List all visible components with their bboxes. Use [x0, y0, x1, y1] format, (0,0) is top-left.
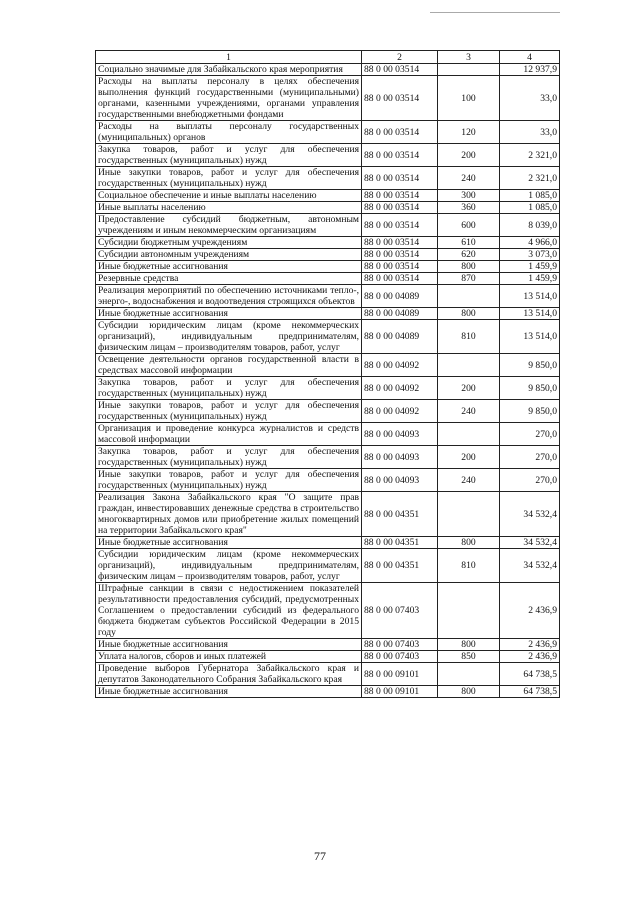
cell-code: 88 0 00 03514 [362, 202, 438, 214]
cell-amount: 8 039,0 [500, 214, 560, 237]
cell-expense-type [438, 423, 500, 446]
table-row [96, 663, 560, 686]
cell-code: 88 0 00 07403 [362, 639, 438, 651]
cell-amount: 270,0 [500, 469, 560, 492]
cell-code: 88 0 00 09101 [362, 663, 438, 686]
table-row [96, 320, 560, 354]
cell-code: 88 0 00 03514 [362, 167, 438, 190]
cell-code: 88 0 00 03514 [362, 237, 438, 249]
cell-amount: 270,0 [500, 423, 560, 446]
cell-expense-type: 200 [438, 446, 500, 469]
cell-amount: 1 085,0 [500, 190, 560, 202]
cell-amount: 1 459,9 [500, 273, 560, 285]
cell-amount: 2 436,9 [500, 639, 560, 651]
cell-code: 88 0 00 03514 [362, 64, 438, 76]
cell-name: Закупка товаров, работ и услуг для обеспечения государственных (муниципальных) нужд [96, 446, 362, 469]
cell-code: 88 0 00 03514 [362, 76, 438, 121]
cell-amount: 2 436,9 [500, 583, 560, 639]
table-row [96, 285, 560, 308]
table-row [96, 64, 560, 76]
cell-amount: 64 738,5 [500, 663, 560, 686]
cell-expense-type: 360 [438, 202, 500, 214]
cell-amount: 9 850,0 [500, 354, 560, 377]
table-row [96, 261, 560, 273]
table-row [96, 686, 560, 698]
table-row [96, 202, 560, 214]
cell-code: 88 0 00 03514 [362, 214, 438, 237]
cell-code: 88 0 00 03514 [362, 273, 438, 285]
cell-name: Иные бюджетные ассигнования [96, 537, 362, 549]
cell-name: Штрафные санкции в связи с недостижением показателей результативности предоставления субсидий, предусмотренных Соглашением о предоставлении субсидий из федерального бюджета бюджетам субъектов Российской Федерации в 2015 году [96, 583, 362, 639]
cell-expense-type: 600 [438, 214, 500, 237]
cell-name: Резервные средства [96, 273, 362, 285]
cell-code: 88 0 00 04089 [362, 308, 438, 320]
cell-expense-type: 200 [438, 144, 500, 167]
table-row [96, 469, 560, 492]
cell-expense-type [438, 64, 500, 76]
cell-code: 88 0 00 04092 [362, 354, 438, 377]
cell-expense-type [438, 354, 500, 377]
table-row [96, 537, 560, 549]
cell-name: Иные бюджетные ассигнования [96, 308, 362, 320]
table-row [96, 400, 560, 423]
top-rule [430, 12, 560, 13]
cell-name: Иные бюджетные ассигнования [96, 261, 362, 273]
cell-amount: 1 459,9 [500, 261, 560, 273]
header-col-1: 1 [96, 51, 362, 64]
cell-amount: 33,0 [500, 76, 560, 121]
cell-expense-type: 800 [438, 686, 500, 698]
cell-amount: 13 514,0 [500, 285, 560, 308]
cell-code: 88 0 00 04093 [362, 469, 438, 492]
cell-name: Освещение деятельности органов государственной власти в средствах массовой информации [96, 354, 362, 377]
table-row [96, 76, 560, 121]
table-row [96, 549, 560, 583]
cell-name: Субсидии бюджетным учреждениям [96, 237, 362, 249]
cell-name: Организация и проведение конкурса журналистов и средств массовой информации [96, 423, 362, 446]
table-row [96, 121, 560, 144]
cell-expense-type: 800 [438, 308, 500, 320]
cell-code: 88 0 00 03514 [362, 249, 438, 261]
cell-name: Закупка товаров, работ и услуг для обеспечения государственных (муниципальных) нужд [96, 377, 362, 400]
header-col-3: 3 [438, 51, 500, 64]
page-number: 77 [314, 849, 326, 863]
cell-amount: 9 850,0 [500, 377, 560, 400]
table-row [96, 144, 560, 167]
cell-amount: 2 321,0 [500, 167, 560, 190]
table-row [96, 377, 560, 400]
cell-amount: 4 966,0 [500, 237, 560, 249]
cell-code: 88 0 00 04351 [362, 549, 438, 583]
table-row [96, 190, 560, 202]
cell-code: 88 0 00 04092 [362, 377, 438, 400]
cell-name: Субсидии автономным учреждениям [96, 249, 362, 261]
cell-name: Иные бюджетные ассигнования [96, 639, 362, 651]
cell-code: 88 0 00 04089 [362, 320, 438, 354]
cell-amount: 34 532,4 [500, 549, 560, 583]
header-col-4: 4 [500, 51, 560, 64]
cell-expense-type: 620 [438, 249, 500, 261]
table-row [96, 354, 560, 377]
cell-amount: 270,0 [500, 446, 560, 469]
cell-expense-type: 800 [438, 261, 500, 273]
cell-code: 88 0 00 04089 [362, 285, 438, 308]
cell-code: 88 0 00 09101 [362, 686, 438, 698]
cell-expense-type: 200 [438, 377, 500, 400]
cell-expense-type: 240 [438, 400, 500, 423]
cell-name: Расходы на выплаты персоналу в целях обеспечения выполнения функций государственными (муниципальными) органами, казенными учреждениями, органами управления государственными внебюджетными фондами [96, 76, 362, 121]
cell-amount: 13 514,0 [500, 308, 560, 320]
cell-amount: 34 532,4 [500, 537, 560, 549]
cell-amount: 13 514,0 [500, 320, 560, 354]
cell-name: Иные бюджетные ассигнования [96, 686, 362, 698]
cell-expense-type: 610 [438, 237, 500, 249]
cell-expense-type: 240 [438, 167, 500, 190]
header-col-2: 2 [362, 51, 438, 64]
table-row [96, 639, 560, 651]
cell-expense-type [438, 663, 500, 686]
cell-name: Уплата налогов, сборов и иных платежей [96, 651, 362, 663]
cell-name: Социально значимые для Забайкальского края мероприятия [96, 64, 362, 76]
cell-expense-type: 810 [438, 549, 500, 583]
table-row [96, 446, 560, 469]
cell-code: 88 0 00 04093 [362, 423, 438, 446]
cell-expense-type: 870 [438, 273, 500, 285]
cell-expense-type [438, 492, 500, 537]
cell-expense-type: 800 [438, 537, 500, 549]
cell-name: Иные выплаты населению [96, 202, 362, 214]
cell-name: Субсидии юридическим лицам (кроме некоммерческих организаций), индивидуальным предпринимателям, физическим лицам – производителям товаров, работ, услуг [96, 549, 362, 583]
cell-code: 88 0 00 07403 [362, 583, 438, 639]
cell-amount: 2 321,0 [500, 144, 560, 167]
budget-table [95, 50, 560, 698]
cell-expense-type: 120 [438, 121, 500, 144]
table-row [96, 423, 560, 446]
cell-code: 88 0 00 04093 [362, 446, 438, 469]
cell-name: Расходы на выплаты персоналу государственных (муниципальных) органов [96, 121, 362, 144]
cell-amount: 34 532,4 [500, 492, 560, 537]
cell-amount: 12 937,9 [500, 64, 560, 76]
cell-code: 88 0 00 03514 [362, 121, 438, 144]
cell-amount: 64 738,5 [500, 686, 560, 698]
cell-expense-type: 100 [438, 76, 500, 121]
table-row [96, 273, 560, 285]
table-row [96, 651, 560, 663]
cell-name: Предоставление субсидий бюджетным, автономным учреждениям и иным некоммерческим организациям [96, 214, 362, 237]
cell-name: Иные закупки товаров, работ и услуг для обеспечения государственных (муниципальных) нужд [96, 469, 362, 492]
cell-expense-type: 850 [438, 651, 500, 663]
cell-amount: 1 085,0 [500, 202, 560, 214]
cell-code: 88 0 00 03514 [362, 144, 438, 167]
cell-amount: 9 850,0 [500, 400, 560, 423]
cell-amount: 3 073,0 [500, 249, 560, 261]
table-row [96, 583, 560, 639]
header-row [96, 51, 560, 64]
table-row [96, 214, 560, 237]
table-row [96, 167, 560, 190]
cell-code: 88 0 00 07403 [362, 651, 438, 663]
cell-name: Закупка товаров, работ и услуг для обеспечения государственных (муниципальных) нужд [96, 144, 362, 167]
cell-expense-type: 800 [438, 639, 500, 651]
cell-expense-type: 810 [438, 320, 500, 354]
cell-expense-type: 240 [438, 469, 500, 492]
cell-amount: 33,0 [500, 121, 560, 144]
cell-name: Социальное обеспечение и иные выплаты населению [96, 190, 362, 202]
cell-name: Реализация Закона Забайкальского края "О защите прав граждан, инвестировавших денежные средства в строительство многоквартирных домов или приобретение жилых помещений на территории Забайкальского края" [96, 492, 362, 537]
cell-expense-type: 300 [438, 190, 500, 202]
cell-name: Субсидии юридическим лицам (кроме некоммерческих организаций), индивидуальным предпринимателям, физическим лицам – производителям товаров, работ, услуг [96, 320, 362, 354]
cell-expense-type [438, 285, 500, 308]
cell-name: Иные закупки товаров, работ и услуг для обеспечения государственных (муниципальных) нужд [96, 400, 362, 423]
table-row [96, 492, 560, 537]
cell-amount: 2 436,9 [500, 651, 560, 663]
cell-name: Проведение выборов Губернатора Забайкальского края и депутатов Законодательного Собрания Забайкальского края [96, 663, 362, 686]
cell-code: 88 0 00 04351 [362, 537, 438, 549]
cell-name: Реализация мероприятий по обеспечению источниками тепло-, энерго-, водоснабжения и водоотведения строящихся объектов [96, 285, 362, 308]
table-row [96, 308, 560, 320]
table-body [96, 64, 560, 698]
cell-code: 88 0 00 04351 [362, 492, 438, 537]
cell-expense-type [438, 583, 500, 639]
table-row [96, 237, 560, 249]
table-row [96, 249, 560, 261]
cell-name: Иные закупки товаров, работ и услуг для обеспечения государственных (муниципальных) нужд [96, 167, 362, 190]
cell-code: 88 0 00 04092 [362, 400, 438, 423]
cell-code: 88 0 00 03514 [362, 190, 438, 202]
cell-code: 88 0 00 03514 [362, 261, 438, 273]
